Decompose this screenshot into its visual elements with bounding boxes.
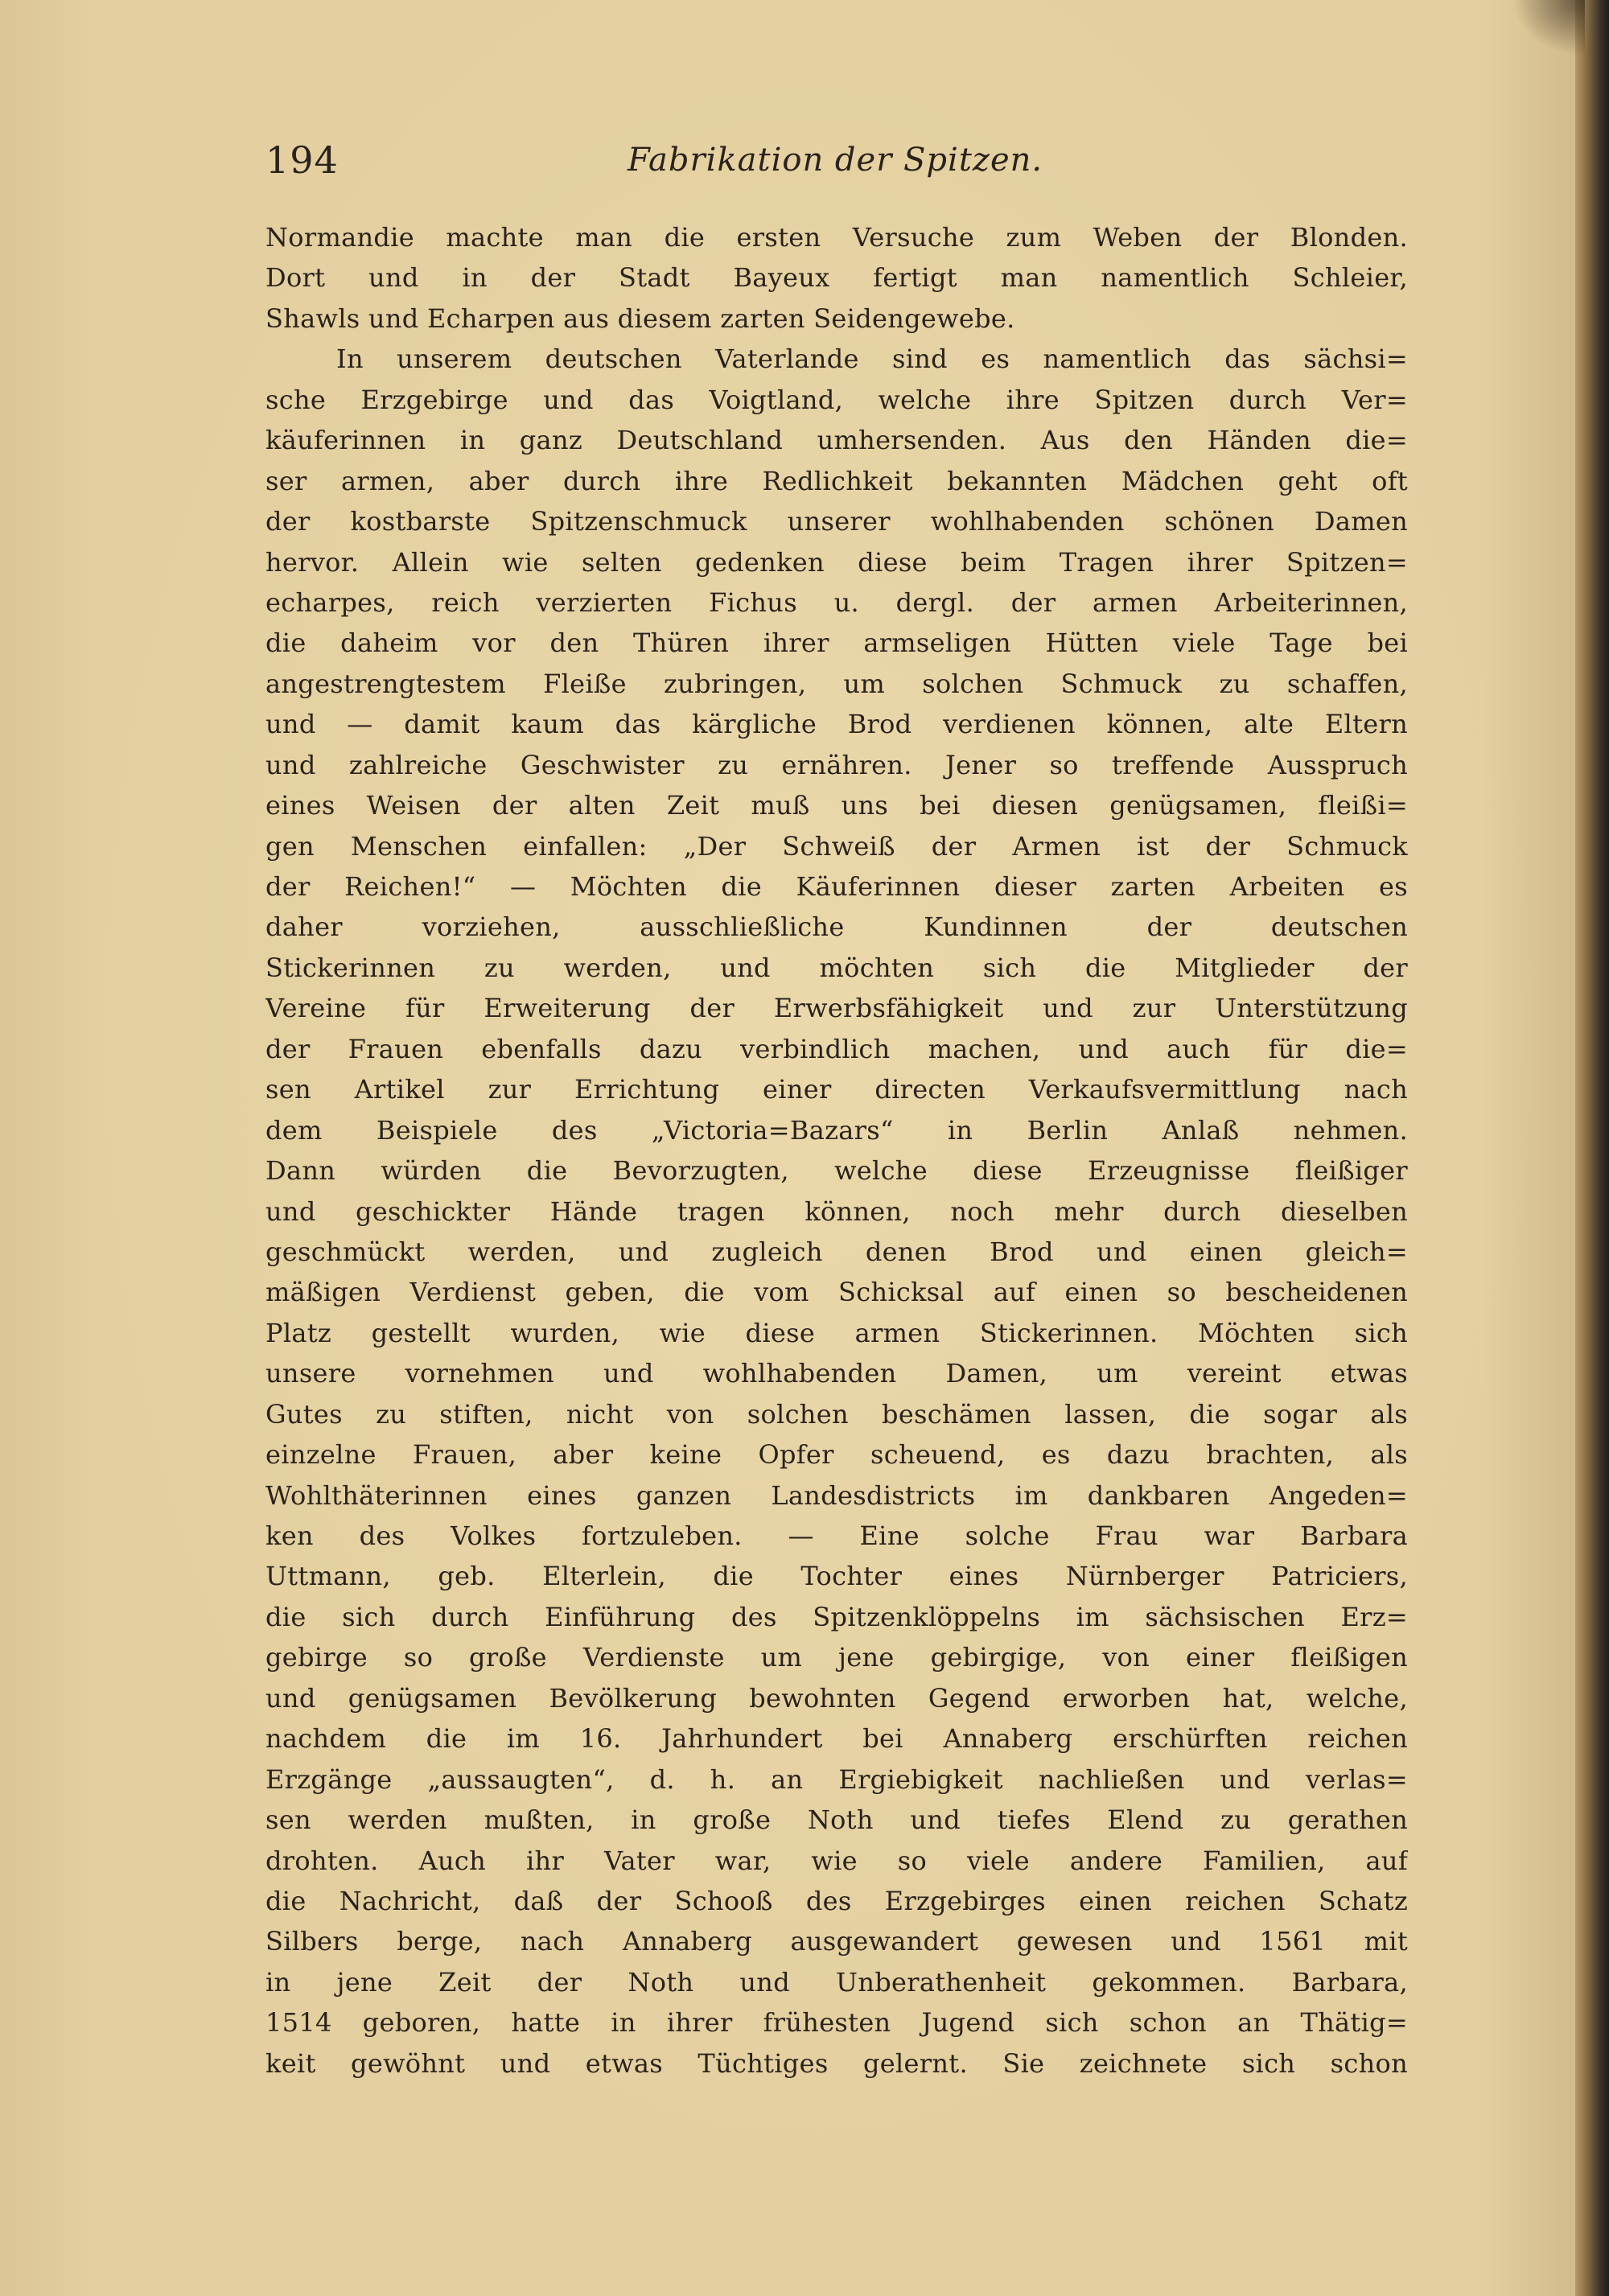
text-line: ser armen, aber durch ihre Redlichkeit bekannten Mädchen geht oft <box>265 465 1408 496</box>
text-line: Erzgänge „aussaugten“, d. h. an Ergiebigkeit nachließen und verlas= <box>265 1763 1408 1795</box>
text-line: echarpes, reich verzierten Fichus u. dergl. der armen Arbeiterinnen, <box>265 586 1408 618</box>
text-line: und zahlreiche Geschwister zu ernähren. Jener so treffende Ausspruch <box>265 749 1408 780</box>
text-line: Silbers berge, nach Annaberg ausgewandert gewesen und 1561 mit <box>265 1926 1408 1957</box>
text-line: eines Weisen der alten Zeit muß uns bei diesen genügsamen, fleißi= <box>265 790 1408 821</box>
text-line: Stickerinnen zu werden, und möchten sich die Mitglieder der <box>265 952 1408 983</box>
text-line: geschmückt werden, und zugleich denen Brod und einen gleich= <box>265 1236 1408 1267</box>
text-line: gebirge so große Verdienste um jene gebirgige, von einer fleißigen <box>265 1642 1408 1673</box>
text-line: 1514 geboren, hatte in ihrer frühesten Jugend sich schon an Thätig= <box>265 2007 1408 2039</box>
corner-shadow <box>1512 0 1585 56</box>
text-line: Normandie machte man die ersten Versuche zum Weben der Blonden. <box>265 222 1408 253</box>
text-line: Uttmann, geb. Elterlein, die Tochter eines Nürnberger Patriciers, <box>265 1561 1408 1592</box>
text-line: die sich durch Einführung des Spitzenklöppelns im sächsischen Erz= <box>265 1601 1408 1632</box>
text-line: in jene Zeit der Noth und Unberathenheit gekommen. Barbara, <box>265 1966 1408 1998</box>
text-line: mäßigen Verdienst geben, die vom Schicksal auf einen so bescheidenen <box>265 1277 1408 1308</box>
page-header <box>265 138 1408 187</box>
text-line: die daheim vor den Thüren ihrer armseligen Hütten viele Tage bei <box>265 627 1408 659</box>
text-line: ken des Volkes fortzuleben. — Eine solche Frau war Barbara <box>265 1520 1408 1551</box>
text-line: Gutes zu stiften, nicht von solchen beschämen lassen, die sogar als <box>265 1398 1408 1430</box>
text-line: käuferinnen in ganz Deutschland umhersenden. Aus den Händen die= <box>265 425 1408 456</box>
running-title: Fabrikation der Spitzen. <box>628 142 1043 179</box>
text-line: hervor. Allein wie selten gedenken diese beim Tragen ihrer Spitzen= <box>265 546 1408 578</box>
text-line: keit gewöhnt und etwas Tüchtiges gelernt. Sie zeichnete sich schon <box>265 2047 1408 2079</box>
text-line: sen werden mußten, in große Noth und tiefes Elend zu gerathen <box>265 1804 1408 1836</box>
text-line: drohten. Auch ihr Vater war, wie so viele andere Familien, auf <box>265 1845 1408 1876</box>
text-line: und — damit kaum das kärgliche Brod verdienen können, alte Eltern <box>265 709 1408 740</box>
text-line: einzelne Frauen, aber keine Opfer scheuend, es dazu brachten, als <box>265 1439 1408 1471</box>
text-line: Dort und in der Stadt Bayeux fertigt man namentlich Schleier, <box>265 262 1408 294</box>
text-line: unsere vornehmen und wohlhabenden Damen, um vereint etwas <box>265 1358 1408 1389</box>
page-number: 194 <box>265 138 339 182</box>
text-line: und genügsamen Bevölkerung bewohnten Gegend erworben hat, welche, <box>265 1682 1408 1714</box>
text-line: der Reichen!“ — Möchten die Käuferinnen dieser zarten Arbeiten es <box>265 871 1408 902</box>
text-line: dem Beispiele des „Victoria=Bazars“ in Berlin Anlaß nehmen. <box>265 1114 1408 1146</box>
text-line: Dann würden die Bevorzugten, welche diese Erzeugnisse fleißiger <box>265 1155 1408 1187</box>
text-line: und geschickter Hände tragen können, noch mehr durch dieselben <box>265 1195 1408 1227</box>
text-line: der Frauen ebenfalls dazu verbindlich machen, und auch für die= <box>265 1033 1408 1064</box>
text-line: sen Artikel zur Errichtung einer directen Verkaufsvermittlung nach <box>265 1074 1408 1105</box>
text-line: gen Menschen einfallen: „Der Schweiß der Armen ist der Schmuck <box>265 830 1408 862</box>
text-line: Wohlthäterinnen eines ganzen Landesdistricts im dankbaren Angeden= <box>265 1479 1408 1511</box>
text-line: nachdem die im 16. Jahrhundert bei Annaberg erschürften reichen <box>265 1723 1408 1755</box>
body-text <box>265 217 1408 2084</box>
text-line: der kostbarste Spitzenschmuck unserer wohlhabenden schönen Damen <box>265 506 1408 537</box>
text-line: sche Erzgebirge und das Voigtland, welche ihre Spitzen durch Ver= <box>265 384 1408 415</box>
text-line: Vereine für Erweiterung der Erwerbsfähigkeit und zur Unterstützung <box>265 993 1408 1024</box>
book-spine-edge <box>1575 0 1609 2296</box>
text-line: daher vorziehen, ausschließliche Kundinnen der deutschen <box>265 911 1408 943</box>
text-line: die Nachricht, daß der Schooß des Erzgebirges einen reichen Schatz <box>265 1885 1408 1916</box>
text-line: angestrengtestem Fleiße zubringen, um solchen Schmuck zu schaffen, <box>265 668 1408 699</box>
text-line: Shawls und Echarpen aus diesem zarten Seidengewebe. <box>265 302 1015 334</box>
text-line: In unserem deutschen Vaterlande sind es namentlich das sächsi= <box>336 344 1408 375</box>
text-line: Platz gestellt wurden, wie diese armen Stickerinnen. Möchten sich <box>265 1317 1408 1348</box>
